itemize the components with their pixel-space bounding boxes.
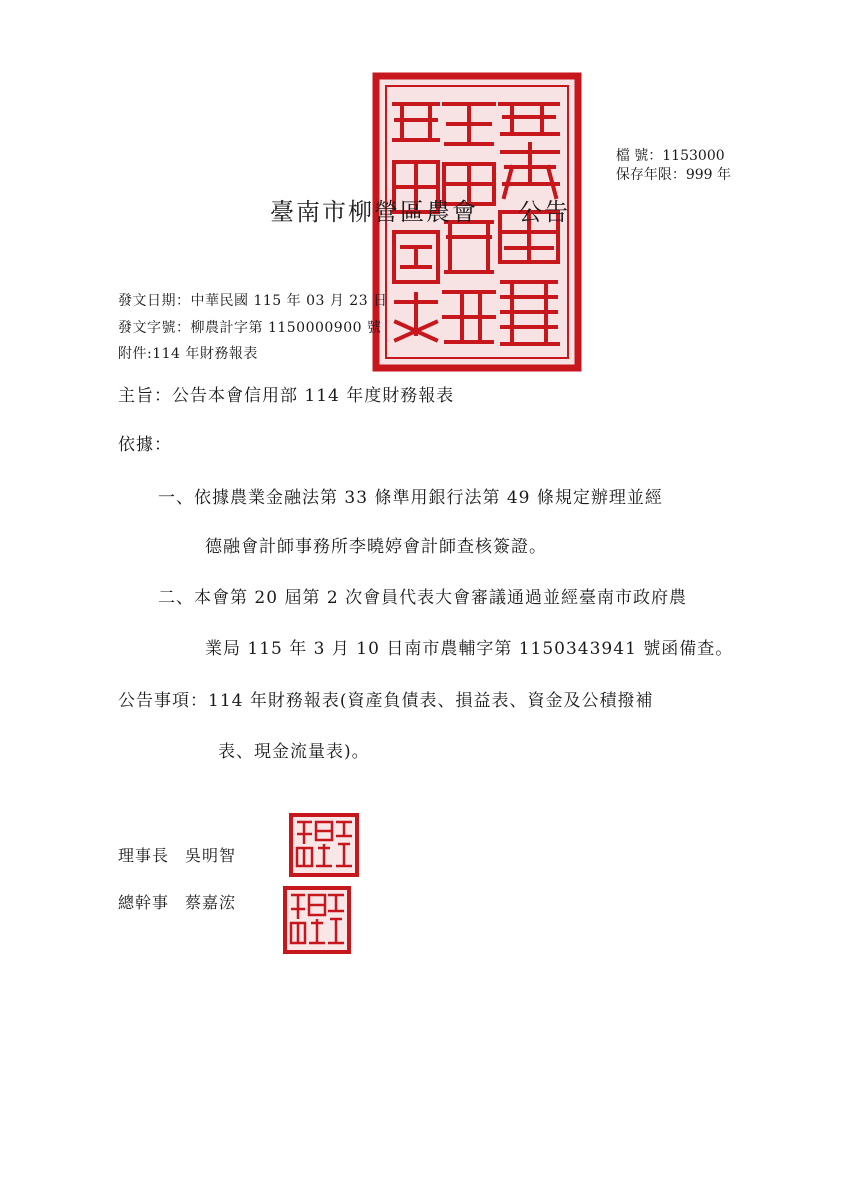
general-manager-seal-image — [282, 885, 352, 955]
subject-line: 主旨：公告本會信用部 114 年度財務報表 — [118, 386, 455, 406]
signature-name: 吳明智 — [185, 846, 237, 865]
issue-date: 發文日期：中華民國 115 年 03 月 23 日 — [118, 293, 388, 309]
attachment: 附件:114 年財務報表 — [118, 346, 258, 362]
notice-line-2: 表、現金流量表)。 — [218, 742, 370, 762]
signature-general-manager — [118, 890, 236, 913]
chairman-seal-image — [288, 812, 360, 878]
organization-name: 臺南市柳營區農會 — [270, 198, 478, 226]
signature-chairman — [118, 843, 236, 866]
document-type: 公告 — [518, 198, 570, 226]
page-title — [270, 192, 570, 227]
retention-period: 保存年限：999 年 — [615, 167, 731, 183]
notice-line-1: 公告事項：114 年財務報表(資產負債表、損益表、資金及公積撥補 — [118, 691, 654, 711]
basis-item-1-line-1: 一、依據農業金融法第 33 條準用銀行法第 49 條規定辦理並經 — [158, 488, 663, 508]
file-number: 檔 號：1153000 — [615, 148, 725, 164]
issue-number: 發文字號：柳農計字第 1150000900 號 — [118, 320, 382, 336]
basis-item-1-line-2: 德融會計師事務所李曉婷會計師查核簽證。 — [205, 537, 547, 557]
basis-label: 依據： — [118, 435, 172, 455]
signature-title: 理事長 — [118, 846, 170, 865]
signature-title: 總幹事 — [118, 893, 170, 912]
signature-name: 蔡嘉浤 — [185, 893, 237, 912]
basis-item-2-line-2: 業局 115 年 3 月 10 日南市農輔字第 1150343941 號函備查。 — [205, 639, 734, 659]
file-meta — [616, 147, 731, 185]
basis-item-2-line-1: 二、本會第 20 屆第 2 次會員代表大會審議通過並經臺南市政府農 — [158, 588, 688, 608]
